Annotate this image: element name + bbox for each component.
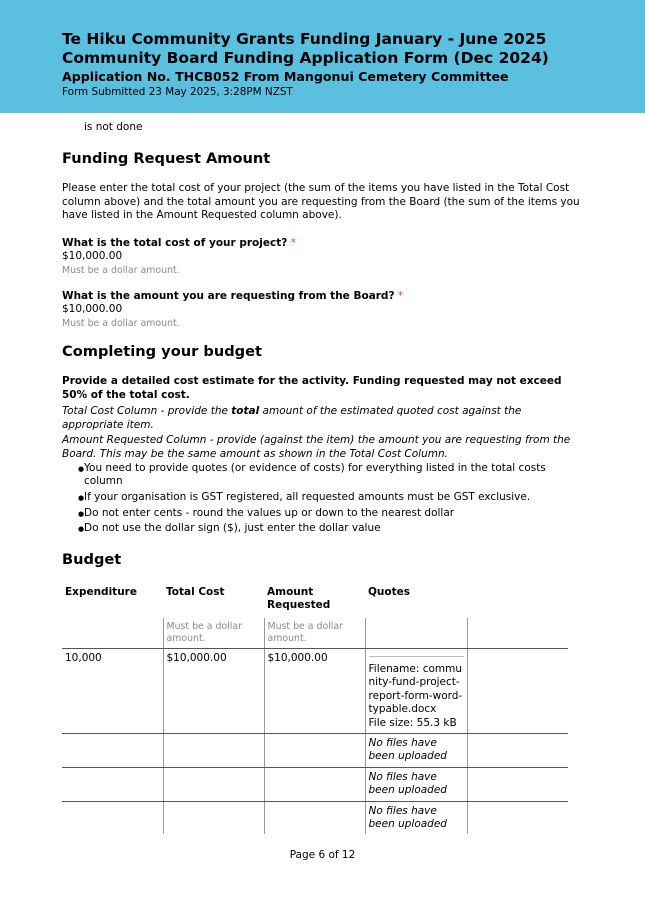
column-header: Total Cost xyxy=(166,586,225,598)
table-cell xyxy=(62,618,163,649)
note-text: Total Cost Column - provide the xyxy=(62,405,232,417)
field-hint: Must be a dollar amount. xyxy=(62,317,180,329)
table-cell xyxy=(467,734,568,768)
list-item: ● Do not enter cents - round the values up or down to the nearest dollar xyxy=(62,507,582,520)
table-row xyxy=(62,734,568,768)
amount-requested-column-note: Amount Requested Column - provide (against the item) the amount you are requesting from the Board. This may be the same amount as shown in the Total Cost Column. xyxy=(62,434,571,460)
section-title-completing-budget: Completing your budget xyxy=(62,343,262,360)
table-cell xyxy=(467,649,568,734)
budget-table xyxy=(62,584,568,834)
form-title-line1: Te Hiku Community Grants Funding January - June 2025 xyxy=(62,30,547,48)
answer-value: $10,000.00 xyxy=(62,250,123,263)
submitted-timestamp: Form Submitted 23 May 2025, 3:28PM NZST xyxy=(62,86,293,98)
table-cell xyxy=(264,801,365,834)
table-cell xyxy=(62,801,163,834)
question-label: What is the total cost of your project? xyxy=(62,237,288,249)
field-hint: Must be a dollar amount. xyxy=(163,618,264,649)
application-number: Application No. THCB052 From Mangonui Cemetery Committee xyxy=(62,69,509,84)
column-header: Expenditure xyxy=(65,586,137,598)
table-cell xyxy=(365,618,467,649)
budget-bold-note: Provide a detailed cost estimate for the activity. Funding requested may not exceed 50% of the total cost. xyxy=(62,375,562,401)
list-item: ● Do not use the dollar sign ($), just enter the dollar value xyxy=(62,522,582,535)
column-header: Amount Requested xyxy=(267,586,331,611)
amount-requested-cell: $10,000.00 xyxy=(264,649,365,734)
form-title-line2: Community Board Funding Application Form (Dec 2024) xyxy=(62,49,549,67)
page-number: Page 6 of 12 xyxy=(289,849,356,861)
question-label: What is the amount you are requesting from the Board? xyxy=(62,290,395,302)
table-cell xyxy=(163,734,264,768)
section-title-funding: Funding Request Amount xyxy=(62,150,271,167)
field-hint: Must be a dollar amount. xyxy=(62,264,180,276)
expenditure-cell: 10,000 xyxy=(62,649,163,734)
question-amount-requested xyxy=(62,290,403,330)
table-cell xyxy=(467,767,568,801)
no-files-note: No files have been uploaded xyxy=(365,734,467,768)
table-cell xyxy=(264,734,365,768)
table-row xyxy=(62,767,568,801)
form-header xyxy=(0,0,645,113)
table-hint-row xyxy=(62,618,568,649)
list-item: ● If your organisation is GST registered, all requested amounts must be GST exclusive. xyxy=(62,491,582,504)
answer-value: $10,000.00 xyxy=(62,303,123,316)
table-cell xyxy=(467,801,568,834)
column-header-empty xyxy=(467,584,568,618)
table-cell xyxy=(467,618,568,649)
note-text: amount of the estimated quoted cost against the appropriate item. xyxy=(62,405,522,431)
no-files-note: No files have been uploaded xyxy=(365,767,467,801)
table-row xyxy=(62,801,568,834)
budget-guidelines-list xyxy=(62,462,582,538)
table-row xyxy=(62,649,568,734)
list-item: ● You need to provide quotes (or evidence of costs) for everything listed in the total costs column xyxy=(62,462,582,488)
total-cost-column-note xyxy=(62,405,582,432)
section-title-budget: Budget xyxy=(62,551,122,568)
note-emphasis: total xyxy=(231,405,260,417)
column-header: Quotes xyxy=(368,586,411,598)
table-cell xyxy=(163,801,264,834)
required-marker: * xyxy=(290,237,296,249)
quotes-cell xyxy=(365,649,467,734)
table-cell xyxy=(264,767,365,801)
uploaded-file-size: File size: 55.3 kB xyxy=(368,716,457,729)
table-cell xyxy=(163,767,264,801)
total-cost-cell: $10,000.00 xyxy=(163,649,264,734)
funding-intro: Please enter the total cost of your project (the sum of the items you have listed in the Total Cost column above) and the total amount you are requesting from the Board (the sum of the items you have listed in the Amount Requested column above). xyxy=(62,182,580,221)
uploaded-file-name[interactable]: Filename: community-fund-project-report-form-word-typable.docx xyxy=(369,656,464,717)
no-files-note: No files have been uploaded xyxy=(365,801,467,834)
table-cell xyxy=(62,767,163,801)
required-marker: * xyxy=(397,290,404,302)
table-header-row xyxy=(62,584,568,618)
field-hint: Must be a dollar amount. xyxy=(264,618,365,649)
status-note: is not done xyxy=(84,121,143,133)
question-total-cost xyxy=(62,237,296,277)
table-cell xyxy=(62,734,163,768)
